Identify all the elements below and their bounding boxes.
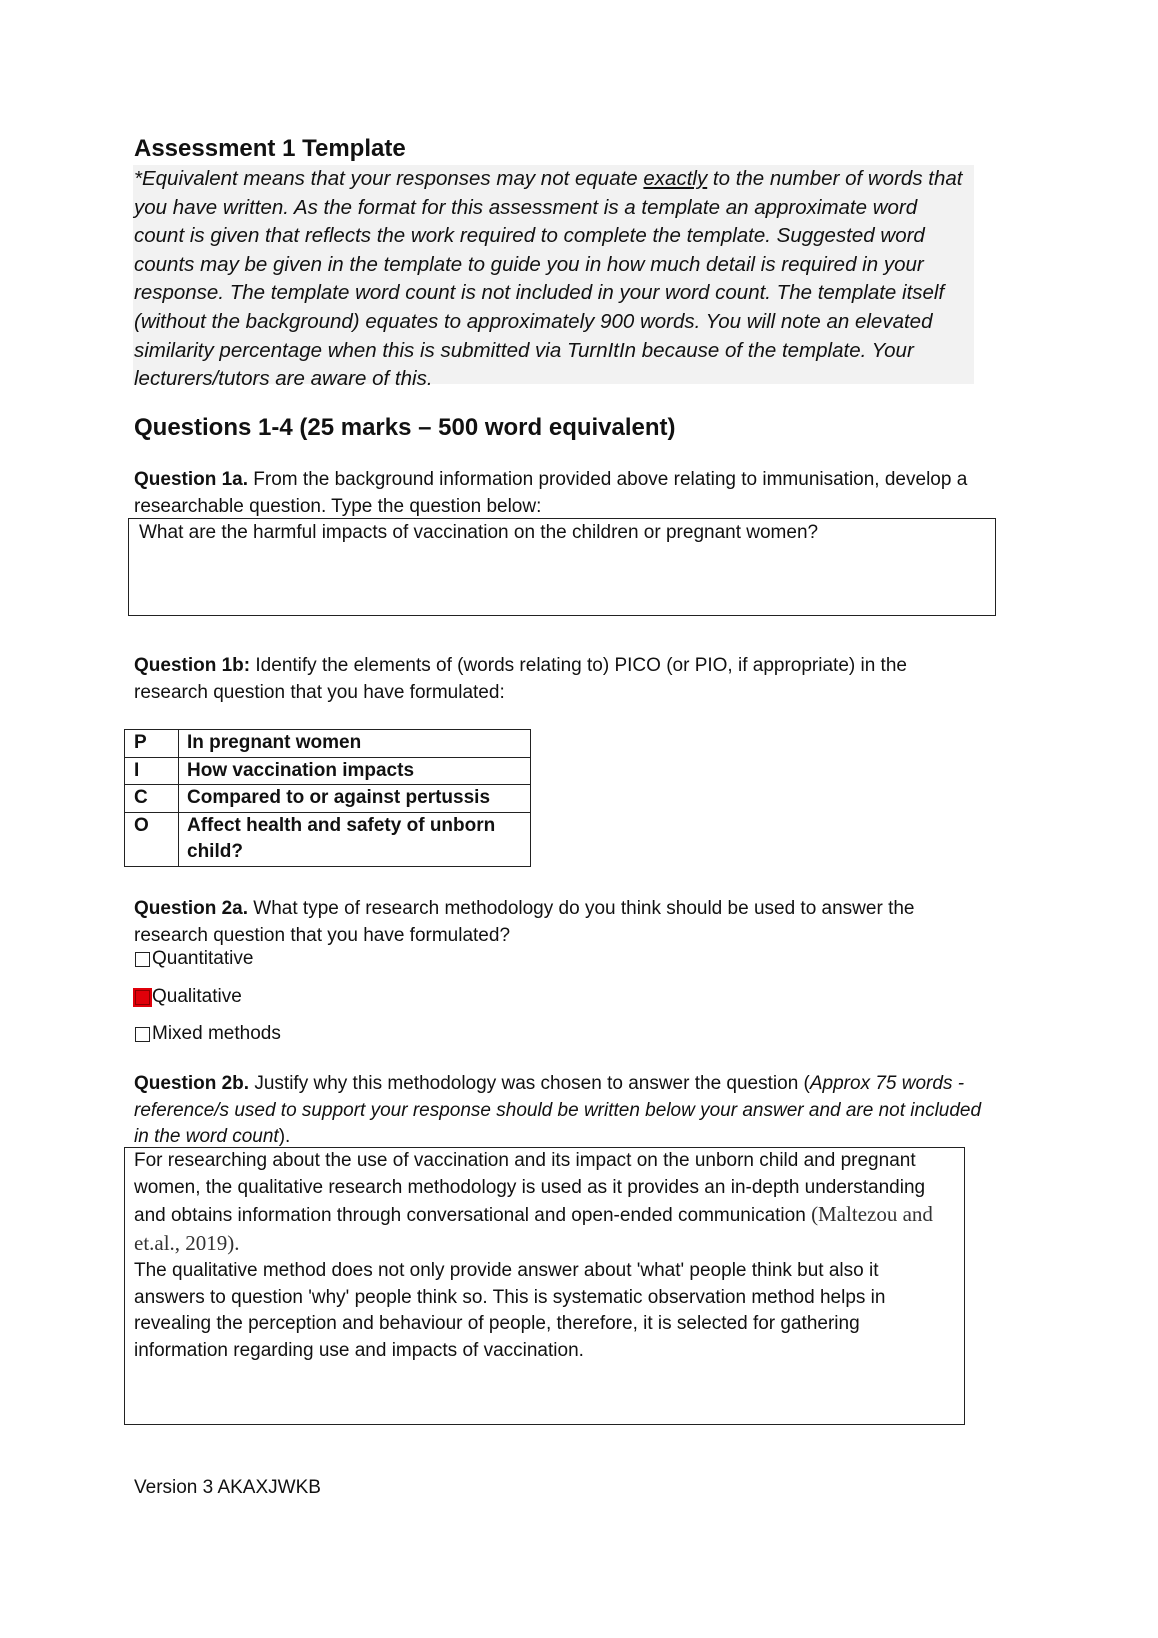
pico-value[interactable]: Compared to or against pertussis bbox=[179, 785, 531, 813]
pico-table bbox=[124, 729, 531, 867]
note-text-start: *Equivalent means that your responses may not equate bbox=[134, 167, 644, 190]
footer-version: Version 3 AKAXJWKB bbox=[134, 1477, 321, 1498]
question-1b-label: Question 1b: bbox=[134, 655, 251, 676]
question-2b-answer bbox=[125, 1148, 964, 1364]
checkbox-quantitative[interactable] bbox=[135, 952, 150, 967]
question-2a-text: What type of research methodology do you think should be used to answer the research question that you have formulated? bbox=[134, 898, 915, 946]
question-2b-answer-box[interactable] bbox=[124, 1147, 965, 1425]
page-title: Assessment 1 Template bbox=[134, 135, 406, 162]
question-1a-answer-box[interactable] bbox=[128, 518, 996, 616]
option-quantitative-label: Quantitative bbox=[152, 948, 254, 969]
question-2b-text-end: ). bbox=[278, 1126, 291, 1147]
question-1a-text: From the background information provided above relating to immunisation, develop a researchable question. Type the question below: bbox=[134, 469, 968, 517]
note-text-rest: to the number of words that you have written. As the format for this assessment is a template an approximate word count is given that reflects the work required to complete the template. Suggested word counts may be given in the template to guide you in how much detail is required in your response. The template word count is not included in your word count. The template itself (without the background) equates to approximately 900 words. You will note an elevated similarity percentage when this is submitted via TurnItIn because of the template. Your lecturers/tutors are aware of this. bbox=[134, 167, 963, 391]
question-2b-label: Question 2b. bbox=[134, 1073, 250, 1094]
pico-value[interactable]: In pregnant women bbox=[179, 730, 531, 758]
question-1a-label: Question 1a. bbox=[134, 469, 249, 490]
question-2a-label: Question 2a. bbox=[134, 898, 249, 919]
option-qualitative-label: Qualitative bbox=[152, 986, 242, 1007]
checkbox-qualitative[interactable] bbox=[135, 990, 150, 1005]
pico-letter: P bbox=[125, 730, 179, 758]
pico-letter: I bbox=[125, 757, 179, 785]
question-1b bbox=[134, 653, 984, 706]
question-2b-instructions: Approx 75 words - reference/s used to support your response should be written below your answer and are not included in the word count bbox=[134, 1073, 982, 1147]
option-mixed-methods-label: Mixed methods bbox=[152, 1023, 281, 1044]
pico-value[interactable]: Affect health and safety of unborn child? bbox=[179, 812, 531, 866]
question-2a bbox=[134, 896, 984, 949]
note-underlined-word: exactly bbox=[643, 167, 708, 190]
pico-value[interactable]: How vaccination impacts bbox=[179, 757, 531, 785]
equivalent-note bbox=[133, 165, 974, 391]
option-quantitative[interactable] bbox=[135, 946, 253, 972]
answer-paragraph-2: The qualitative method does not only provide answer about 'what' people think but also it answers to question 'why' people think so. This is systematic observation method helps in revealing the perception and behaviour of people, therefore, it is selected for gathering information regarding use and impacts of vaccination. bbox=[134, 1260, 886, 1361]
question-2b-text: Justify why this methodology was chosen to answer the question ( bbox=[249, 1073, 810, 1094]
pico-row-c bbox=[125, 785, 531, 813]
option-mixed-methods[interactable] bbox=[135, 1021, 281, 1047]
pico-letter: C bbox=[125, 785, 179, 813]
pico-row-i bbox=[125, 757, 531, 785]
pico-row-p bbox=[125, 730, 531, 758]
answer-citation: (Maltezou and et.al., 2019). bbox=[134, 1202, 933, 1255]
question-1a-answer: What are the harmful impacts of vaccination on the children or pregnant women? bbox=[139, 522, 819, 543]
option-qualitative[interactable] bbox=[135, 984, 242, 1010]
answer-paragraph-1 bbox=[134, 1148, 954, 1258]
pico-letter: O bbox=[125, 812, 179, 866]
question-1a bbox=[134, 467, 984, 520]
checkbox-mixed-methods[interactable] bbox=[135, 1027, 150, 1042]
answer-paragraph-1-text: For researching about the use of vaccination and its impact on the unborn child and pregnant women, the qualitative research methodology is used as it provides an in-depth understanding and obtains information through conversational and open-ended communication bbox=[134, 1150, 926, 1226]
pico-row-o bbox=[125, 812, 531, 866]
section-heading: Questions 1-4 (25 marks – 500 word equivalent) bbox=[134, 414, 676, 441]
question-1b-text: Identify the elements of (words relating to) PICO (or PIO, if appropriate) in the research question that you have formulated: bbox=[134, 655, 907, 703]
question-2b bbox=[134, 1071, 984, 1151]
